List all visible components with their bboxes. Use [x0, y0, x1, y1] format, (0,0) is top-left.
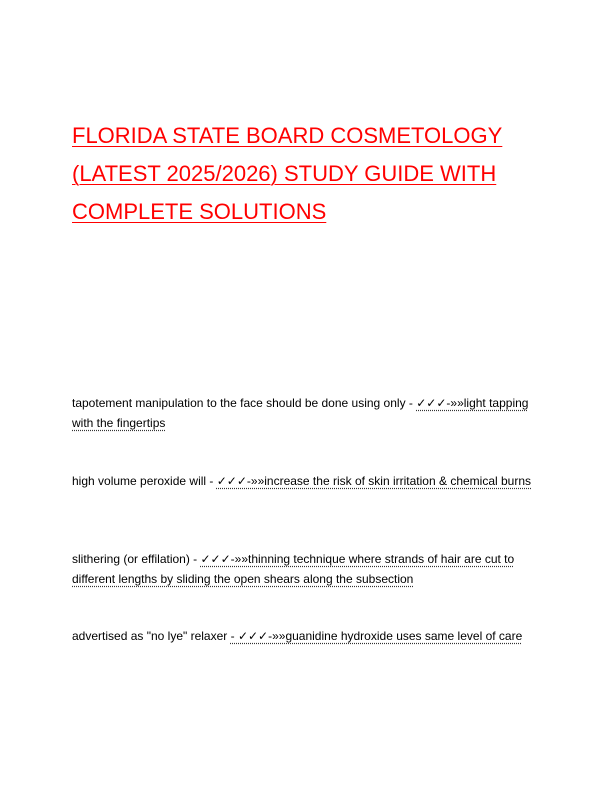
entry-question: tapotement manipulation to the face should be done using only - — [72, 396, 417, 410]
entry-answer: - ✓✓✓-»»guanidine hydroxide uses same level of care — [230, 629, 523, 643]
entry-question: slithering (or effilation) - — [72, 552, 201, 566]
study-entry — [72, 393, 548, 433]
entry-question: advertised as "no lye" relaxer — [72, 629, 231, 643]
entry-answer: ✓✓✓-»»thinning technique where strands of hair are cut to different lengths by sliding the open shears along the subsection — [72, 552, 515, 586]
title-line: COMPLETE SOLUTIONS — [72, 199, 327, 224]
title-line: (LATEST 2025/2026) STUDY GUIDE WITH — [72, 161, 497, 186]
entry-answer: ✓✓✓-»»increase the risk of skin irritation & chemical burns — [216, 474, 532, 488]
document-title — [72, 117, 552, 231]
study-entry — [72, 471, 548, 491]
title-line: FLORIDA STATE BOARD COSMETOLOGY — [72, 123, 503, 148]
entry-question: high volume peroxide will - — [72, 474, 217, 488]
study-entry — [72, 549, 548, 589]
entry-answer: ✓✓✓-»»light tapping with the fingertips — [72, 396, 529, 430]
study-entry — [72, 626, 548, 646]
